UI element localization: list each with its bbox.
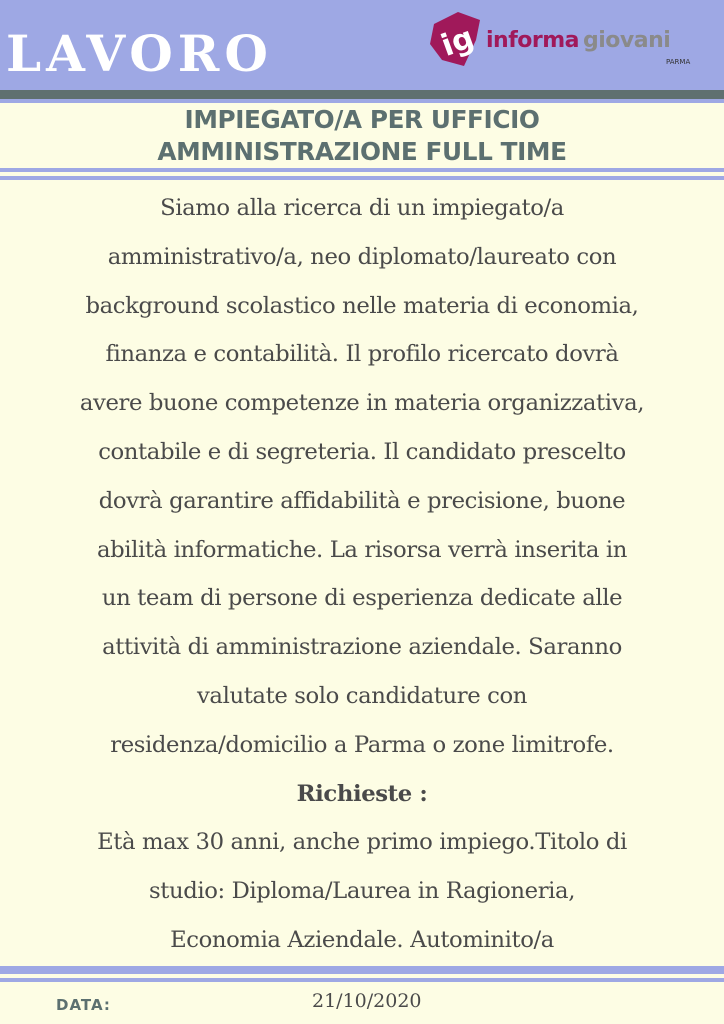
description-line: amministrativo/a, neo diplomato/laureato con	[107, 243, 617, 270]
requirement-line: Età max 30 anni, anche primo impiego.Titolo di	[97, 829, 627, 856]
description-line: un team di persone di esperienza dedicate alle	[101, 585, 623, 612]
divider-thin	[0, 978, 724, 982]
informagiovani-logo-mark-icon	[428, 10, 486, 70]
logo-word-informa: informa	[486, 28, 580, 53]
description-line: attività di amministrazione aziendale. Saranno	[102, 634, 622, 661]
divider-footer	[0, 966, 724, 974]
job-title-line-2: AMMINISTRAZIONE FULL TIME	[157, 137, 567, 166]
section-title: LAVORO	[6, 24, 273, 83]
date-value: 21/10/2020	[312, 990, 422, 1012]
description-line: background scolastico nelle materia di economia,	[85, 292, 639, 319]
logo-word-giovani: giovani	[583, 28, 671, 53]
divider-thin	[0, 176, 724, 180]
header-banner	[0, 0, 724, 90]
informagiovani-logo	[428, 10, 698, 72]
description-line: avere buone competenze in materia organizzativa,	[79, 390, 645, 417]
requirement-line: Economia Aziendale. Autominito/a	[170, 926, 554, 953]
date-label: DATA:	[56, 996, 111, 1014]
description-line: contabile e di segreteria. Il candidato prescelto	[98, 438, 626, 465]
divider-thin	[0, 168, 724, 172]
divider-dark	[0, 90, 724, 99]
logo-word-parma: PARMA	[666, 58, 691, 66]
requirement-line: studio: Diploma/Laurea in Ragioneria,	[148, 878, 576, 905]
description-line: finanza e contabilità. Il profilo ricercato dovrà	[105, 341, 619, 368]
job-title-line-1: IMPIEGATO/A PER UFFICIO	[184, 105, 540, 134]
description-line: dovrà garantire affidabilità e precisione, buone	[98, 487, 626, 514]
svg-text:ig: ig	[436, 20, 479, 64]
description-line: abilità informatiche. La risorsa verrà inserita in	[96, 536, 628, 563]
requirements-heading: Richieste :	[296, 780, 428, 807]
job-description	[0, 184, 724, 965]
description-line: valutate solo candidature con	[196, 682, 527, 709]
job-title	[0, 104, 724, 168]
description-line: residenza/domicilio a Parma o zone limitrofe.	[110, 731, 614, 758]
description-line: Siamo alla ricerca di un impiegato/a	[160, 195, 564, 221]
divider-thin	[0, 99, 724, 103]
